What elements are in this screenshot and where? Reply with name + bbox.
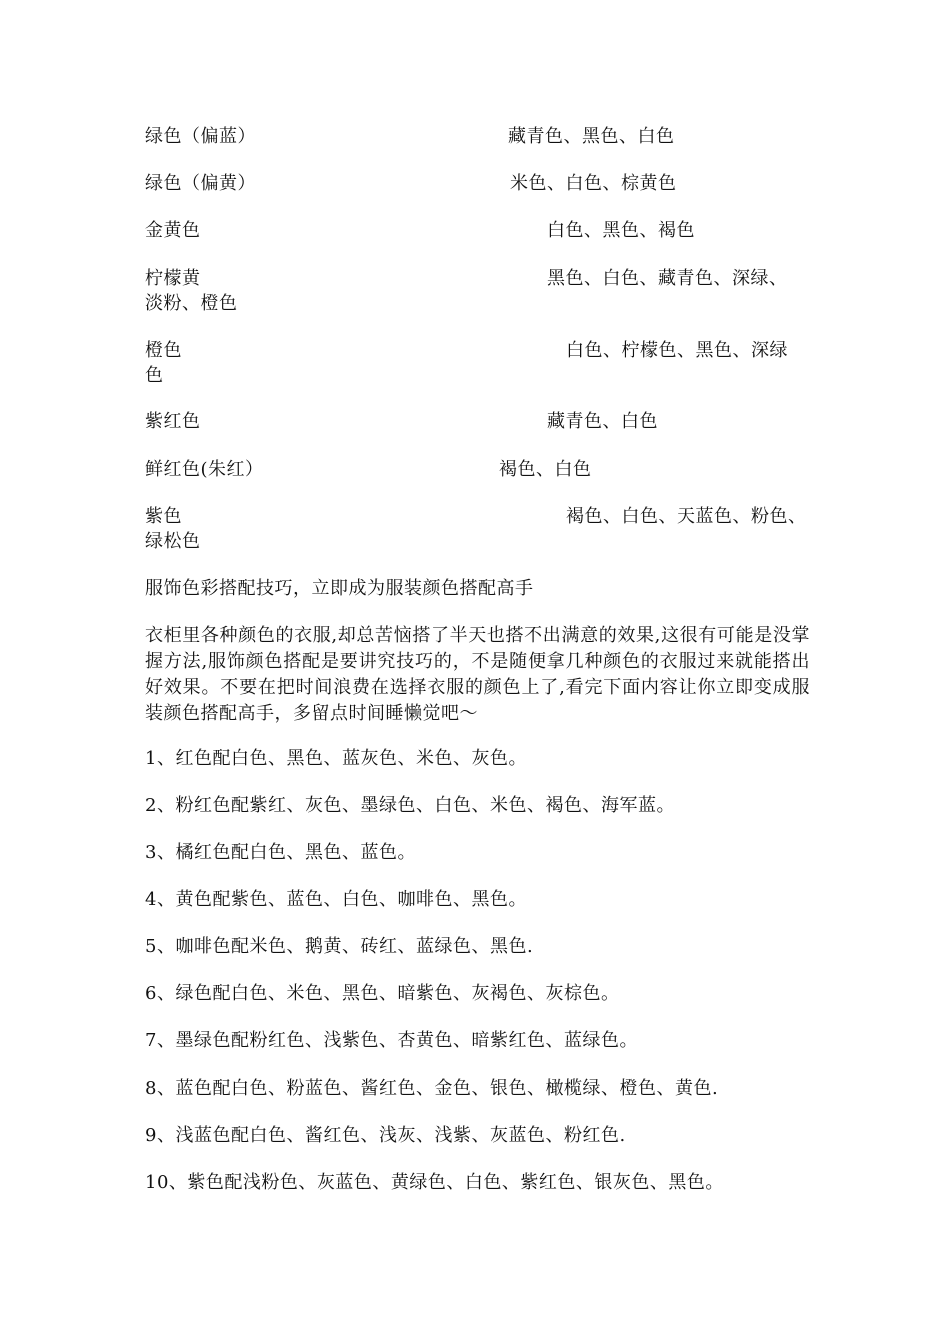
tip-item-2: 2、粉红色配紫红、灰色、墨绿色、白色、米色、褐色、海军蓝。: [145, 795, 675, 816]
pair-base-1: 绿色（偏蓝）: [145, 126, 256, 147]
pair-match-3: 白色、黑色、褐色: [547, 220, 695, 241]
tip-item-1: 1、红色配白色、黑色、蓝灰色、米色、灰色。: [145, 748, 527, 769]
tip-item-8: 8、蓝色配白色、粉蓝色、酱红色、金色、银色、橄榄绿、橙色、黄色.: [145, 1078, 719, 1099]
pair-match-4: 黑色、白色、藏青色、深绿、: [547, 268, 788, 289]
pair-match-2: 米色、白色、棕黄色: [510, 173, 677, 194]
tip-item-7: 7、墨绿色配粉红色、浅紫色、杏黄色、暗紫红色、蓝绿色。: [145, 1030, 638, 1051]
pair-match-5-cont: 色: [145, 365, 164, 386]
pair-match-6: 藏青色、白色: [547, 411, 658, 432]
pair-base-2: 绿色（偏黄）: [145, 173, 256, 194]
tip-item-5: 5、咖啡色配米色、鹅黄、砖红、蓝绿色、黑色.: [145, 936, 534, 957]
pair-match-8-cont: 绿松色: [145, 531, 201, 552]
pair-base-3: 金黄色: [145, 220, 201, 241]
pair-match-7: 褐色、白色: [499, 459, 592, 480]
pair-match-1: 藏青色、黑色、白色: [508, 126, 675, 147]
pair-match-8: 褐色、白色、天蓝色、粉色、: [566, 506, 807, 527]
tip-item-4: 4、黄色配紫色、蓝色、白色、咖啡色、黑色。: [145, 889, 527, 910]
tip-item-10: 10、紫色配浅粉色、灰蓝色、黄绿色、白色、紫红色、银灰色、黑色。: [145, 1172, 724, 1193]
tip-item-9: 9、浅蓝色配白色、酱红色、浅灰、浅紫、灰蓝色、粉红色.: [145, 1125, 626, 1146]
intro-paragraph: 衣柜里各种颜色的衣服,却总苦恼搭了半天也搭不出满意的效果,这很有可能是没掌握方法,服饰颜色搭配是要讲究技巧的，不是随便拿几种颜色的衣服过来就能搭出好效果。不要在把时间浪费在选择衣服的颜色上了,看完下面内容让你立即变成服装颜色搭配高手，多留点时间睡懒觉吧～: [145, 625, 810, 724]
pair-match-5: 白色、柠檬色、黑色、深绿: [566, 340, 788, 361]
pair-base-6: 紫红色: [145, 411, 201, 432]
pair-base-8: 紫色: [145, 506, 182, 527]
pair-base-4: 柠檬黄: [145, 268, 201, 289]
tip-item-6: 6、绿色配白色、米色、黑色、暗紫色、灰褐色、灰棕色。: [145, 983, 620, 1004]
section-title: 服饰色彩搭配技巧，立即成为服装颜色搭配高手: [145, 578, 534, 599]
pair-base-5: 橙色: [145, 340, 182, 361]
pair-match-4-cont: 淡粉、橙色: [145, 293, 238, 314]
tip-item-3: 3、橘红色配白色、黑色、蓝色。: [145, 842, 416, 863]
pair-base-7: 鲜红色(朱红）: [145, 459, 264, 480]
